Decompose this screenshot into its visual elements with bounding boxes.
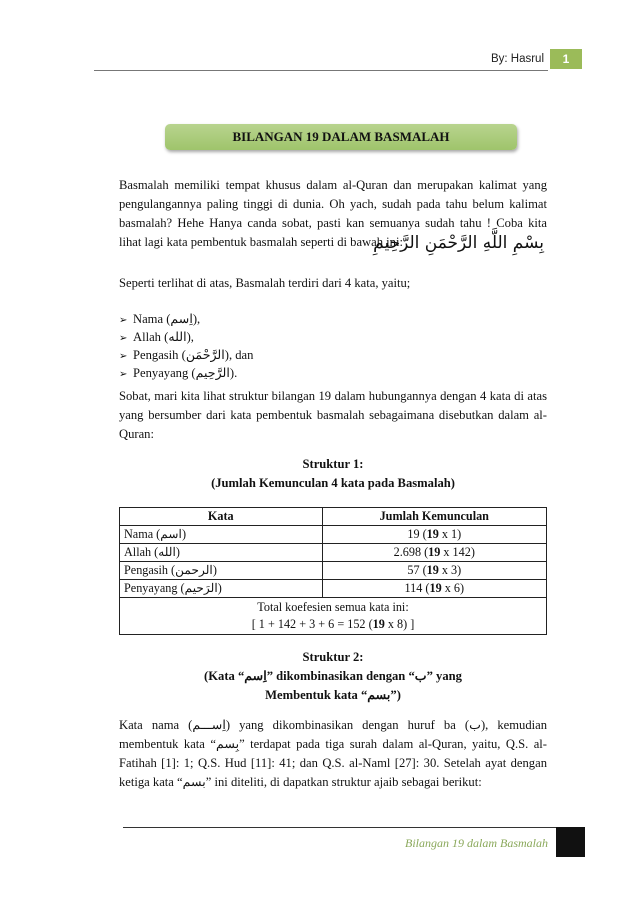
list-item: ➢ Penyayang (الرَّحِيم). [119, 365, 547, 383]
header-divider [94, 70, 548, 71]
list-item: ➢ Nama (اِسم), [119, 311, 547, 329]
closing-paragraph: Kata nama (اِســـم) yang dikombinasikan dengan huruf ba (ب), kemudian membentuk kata “بِسم” terdapat pada tiga surah dalam al-Quran, yaitu, Q.S. al-Fatihah [1]: 1; Q.S. Hud [11]: 41; dan Q.S. al-Naml [27]: 30. Setelah ayat dengan ketiga kata “بسم” ini diteliti, di dapatkan struktur ajaib sebagai berikut: [119, 718, 547, 789]
struktur2-title: Struktur 2: [302, 650, 364, 664]
list-item: ➢ Pengasih (الرَّحْمَن), dan [119, 347, 547, 365]
list-item: ➢ Allah (الله), [119, 329, 547, 347]
table-header-jumlah: Jumlah Kemunculan [322, 508, 546, 526]
struktur1-title: Struktur 1: [302, 457, 364, 471]
table-row: Nama (اسم) 19 (19 x 1) [120, 526, 547, 544]
table-row: Allah (الله) 2.698 (19 x 142) [120, 544, 547, 562]
table-row: Penyayang (الرَحيم) 114 (19 x 6) [120, 580, 547, 598]
basmalah-arabic: بِسْمِ اللَّهِ الرَّحْمَنِ الرَّحِيمِ [373, 233, 544, 253]
footer-block [556, 827, 585, 857]
struktur2-subtitle-2: Membentuk kata “بسم”) [265, 688, 401, 702]
words-intro: Seperti terlihat di atas, Basmalah terdiri dari 4 kata, yaitu; [119, 276, 411, 290]
arrow-bullet-icon: ➢ [119, 369, 128, 380]
word-list [119, 311, 547, 383]
arrow-bullet-icon: ➢ [119, 333, 128, 344]
footer-title: Bilangan 19 dalam Basmalah [405, 836, 548, 850]
document-title: BILANGAN 19 DALAM BASMALAH [165, 124, 517, 150]
header-author: By: Hasrul [490, 53, 544, 65]
struktur2-subtitle-1: (Kata “اِسم” dikombinasikan dengan “ب” yang [204, 669, 462, 683]
table-total-row: Total koefesien semua kata ini: [ 1 + 142 + 3 + 6 = 152 (19 x 8) ] [120, 598, 547, 635]
struktur1-table [119, 507, 547, 635]
footer-divider [123, 827, 556, 828]
page-number-badge: 1 [550, 49, 582, 69]
arrow-bullet-icon: ➢ [119, 315, 128, 326]
arrow-bullet-icon: ➢ [119, 351, 128, 362]
intro-paragraph: Basmalah memiliki tempat khusus dalam al-Quran dan merupakan kalimat yang pengulangannya paling tinggi di dunia. Oh yach, sudah pada tahu belum kalimat basmalah? Hehe Hanya canda sobat, pasti kan semuanya sudah tahu ! Coba kita lihat lagi kata pembentuk basmalah seperti di bawah ini: [119, 178, 547, 249]
sobat-paragraph: Sobat, mari kita lihat struktur bilangan 19 dalam hubungannya dengan 4 kata di atas yang bersumber dari kata pembentuk basmalah sebagaimana disebutkan dalam al-Quran: [119, 389, 547, 441]
table-header-kata: Kata [120, 508, 323, 526]
struktur1-subtitle: (Jumlah Kemunculan 4 kata pada Basmalah) [211, 476, 455, 490]
table-row: Pengasih (الرحمن) 57 (19 x 3) [120, 562, 547, 580]
